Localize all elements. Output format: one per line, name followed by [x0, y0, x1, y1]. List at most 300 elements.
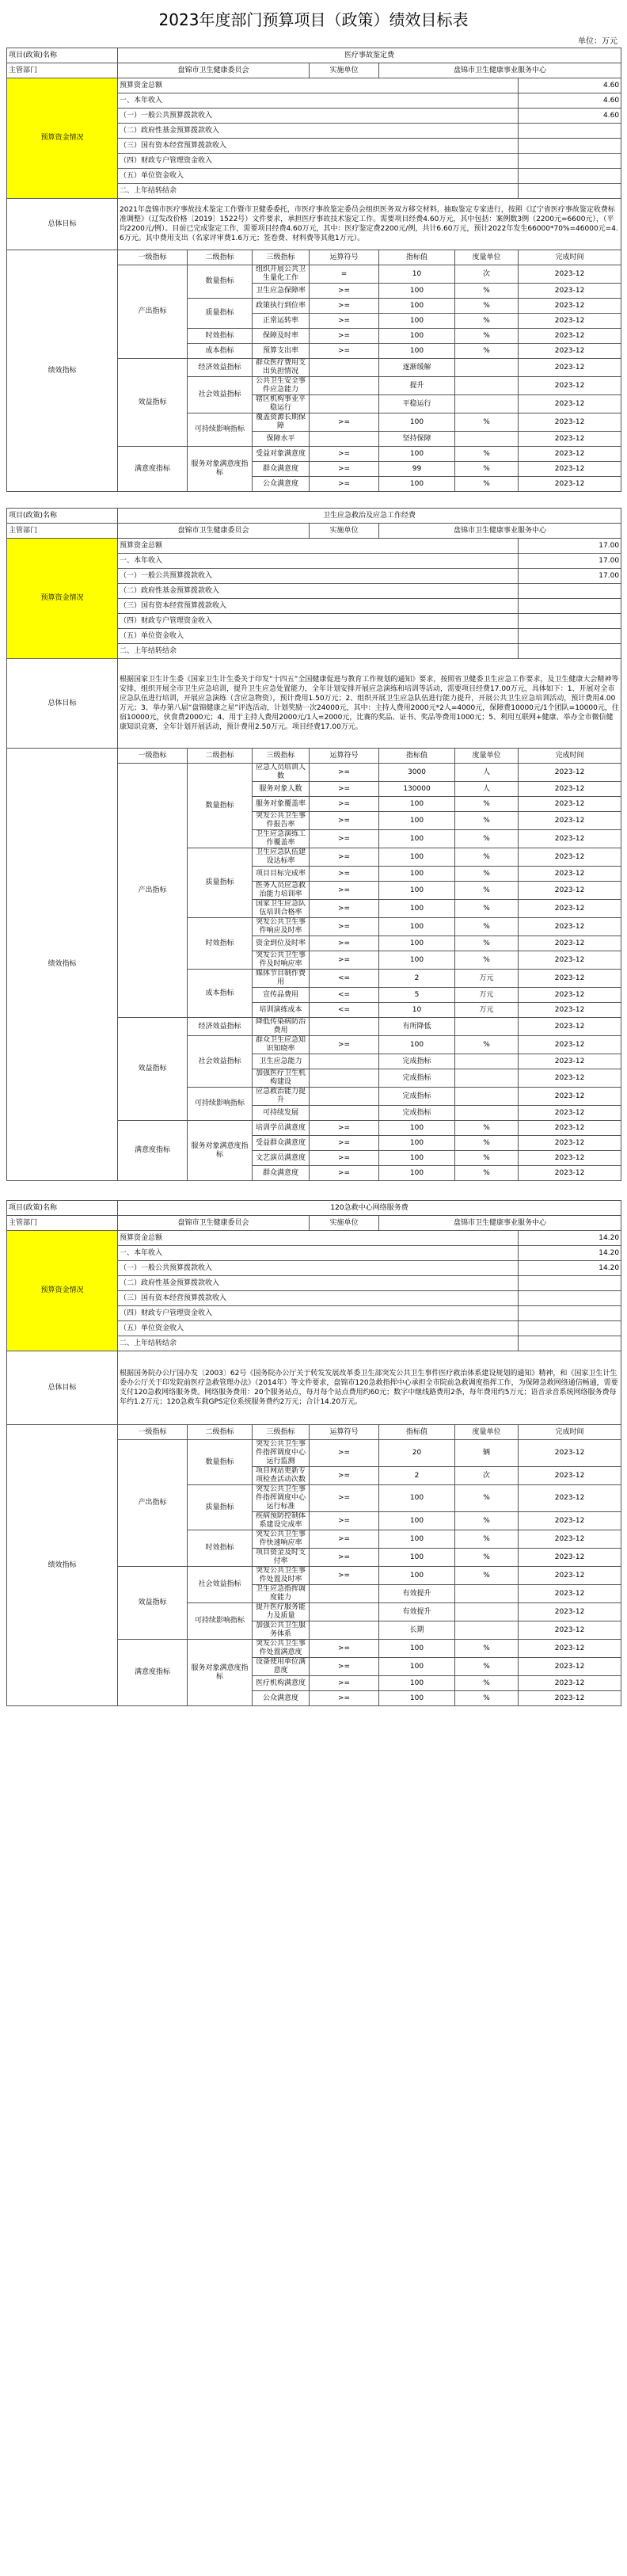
indicator-level1: 效益指标 [118, 359, 188, 447]
indicator-value: 3000 [379, 764, 455, 782]
indicator-operator [310, 1088, 379, 1106]
indicator-operator: <= [310, 988, 379, 1003]
indicator-level3: 预算支出率 [253, 344, 310, 359]
goal-text: 2021年盘锦市医疗事故技术鉴定工作暨市卫健委委托，市医疗事故鉴定委员会组织医务双方移交材料，抽取鉴定专家进行，按照《辽宁省医疗事故鉴定收费标准调整》（辽发改价格〔2019〕1522号）文件要求，承担医疗事故技术鉴定工作。需要项目经费4.60万元，其中包括：案例数3例（2200元=6600元），（平均2200元/例）。目前已完成鉴定工作，需要项目经费4.60万元，其中：医疗鉴定费2200元/例，共计6.60万元，预计2022年发生66000*70%=46000元=4.6万元。其中费用支出（名家评审费1.6万元；签卷费、材料费等其他1万元）。 [118, 199, 621, 250]
indicator-value: 100 [379, 918, 455, 936]
indicator-time: 2023-12 [519, 848, 621, 867]
indicator-time: 2023-12 [519, 830, 621, 848]
indicator-value: 100 [379, 1640, 455, 1658]
indicator-unit: % [455, 462, 519, 477]
indicator-level1: 满意度指标 [118, 1640, 188, 1706]
indicator-time: 2023-12 [519, 797, 621, 812]
indicator-value: 100 [379, 1512, 455, 1530]
indicator-level2: 社会效益指标 [188, 1567, 253, 1603]
indicator-unit: % [455, 413, 519, 432]
indicator-operator: >= [310, 1121, 379, 1136]
indicator-operator: >= [310, 951, 379, 970]
indicator-operator: >= [310, 1036, 379, 1054]
indicator-unit: % [455, 284, 519, 299]
fund-row-value [519, 629, 621, 644]
indicator-operator: >= [310, 1151, 379, 1166]
fund-row-label: （五）单位资金收入 [118, 1321, 519, 1336]
indicator-time: 2023-12 [519, 970, 621, 988]
indicator-level3: 加强公共卫生服务体系 [253, 1621, 310, 1640]
dept-value: 盘锦市卫生健康委员会 [118, 1216, 310, 1231]
indicator-level3: 培训学员满意度 [253, 1121, 310, 1136]
indicator-operator: >= [310, 764, 379, 782]
perf-header-h2: 二级指标 [188, 749, 253, 764]
indicator-unit [455, 1106, 519, 1121]
indicator-time: 2023-12 [519, 1512, 621, 1530]
indicator-level3: 资金到位及时率 [253, 936, 310, 951]
indicator-level3: 国家卫生应急队伍培训合格率 [253, 900, 310, 918]
indicator-operator: >= [310, 1676, 379, 1691]
indicator-level3: 提升医疗服务能力及质量 [253, 1603, 310, 1621]
project-table [6, 48, 621, 492]
indicator-time: 2023-12 [519, 314, 621, 329]
indicator-value: 完成指标 [379, 1106, 455, 1121]
indicator-unit: % [455, 797, 519, 812]
indicator-time: 2023-12 [519, 936, 621, 951]
indicator-time: 2023-12 [519, 1585, 621, 1603]
indicator-unit [455, 395, 519, 413]
indicator-unit: % [455, 1640, 519, 1658]
indicator-level3: 群众满意度 [253, 1166, 310, 1181]
indicator-level3: 覆盖资源长期保障 [253, 413, 310, 432]
indicator-operator [310, 1069, 379, 1088]
indicator-level2: 可持续影响指标 [188, 413, 253, 447]
indicator-time: 2023-12 [519, 782, 621, 797]
indicator-unit: % [455, 314, 519, 329]
indicator-time: 2023-12 [519, 477, 621, 492]
indicator-operator: >= [310, 1166, 379, 1181]
perf-header-h5: 指标值 [379, 250, 455, 265]
indicator-level2: 服务对象满意度指标 [188, 1121, 253, 1181]
indicator-level2: 质量指标 [188, 299, 253, 329]
indicator-level2: 可持续影响指标 [188, 1088, 253, 1121]
fund-row-value [519, 1321, 621, 1336]
indicator-level2: 成本指标 [188, 970, 253, 1018]
perf-header-h7: 完成时间 [519, 749, 621, 764]
indicator-level2: 数量指标 [188, 1440, 253, 1485]
indicator-level3: 突发公共卫生事件处置及时率 [253, 1567, 310, 1585]
indicator-time: 2023-12 [519, 1485, 621, 1512]
indicator-time: 2023-12 [519, 1640, 621, 1658]
section-gap [6, 1181, 621, 1200]
fund-row-label: 二、上年结转结余 [118, 1336, 519, 1351]
indicator-operator: >= [310, 918, 379, 936]
indicator-operator: >= [310, 447, 379, 462]
indicator-level3: 突发公共卫生事件指挥调度中心运行监测 [253, 1440, 310, 1467]
indicator-level3: 公共卫生安全事件应急能力 [253, 377, 310, 395]
indicator-level2: 成本指标 [188, 344, 253, 359]
perf-header-h2: 二级指标 [188, 1425, 253, 1440]
indicator-operator: >= [310, 413, 379, 432]
impl-label: 实施单位 [310, 1216, 379, 1231]
indicator-unit: % [455, 344, 519, 359]
indicator-value: 100 [379, 1121, 455, 1136]
indicator-value: 100 [379, 951, 455, 970]
indicator-value: 100 [379, 314, 455, 329]
fund-row-value: 17.00 [519, 554, 621, 569]
fund-status-label: 预算资金情况 [7, 78, 118, 199]
indicator-value: 长期 [379, 1621, 455, 1640]
indicator-unit: 次 [455, 265, 519, 284]
goal-label: 总体目标 [7, 659, 118, 749]
indicator-operator [310, 1603, 379, 1621]
fund-row-label: （四）财政专户管理资金收入 [118, 1306, 519, 1321]
indicator-value: 10 [379, 1003, 455, 1018]
indicator-operator [310, 1106, 379, 1121]
indicator-level3: 政策执行到位率 [253, 299, 310, 314]
indicator-value: 100 [379, 797, 455, 812]
impl-value: 盘锦市卫生健康事业服务中心 [379, 63, 621, 78]
indicator-unit [455, 1069, 519, 1088]
indicator-unit: % [455, 1512, 519, 1530]
fund-row-label: （二）政府性基金预算拨款收入 [118, 584, 519, 599]
fund-row-value: 14.20 [519, 1246, 621, 1261]
indicator-level2: 质量指标 [188, 848, 253, 918]
fund-row-label: （一）一般公共预算拨款收入 [118, 1261, 519, 1276]
indicator-unit: % [455, 447, 519, 462]
indicator-value: 完成指标 [379, 1088, 455, 1106]
indicator-unit [455, 1585, 519, 1603]
indicator-level3: 保障及时率 [253, 329, 310, 344]
indicator-level2: 数量指标 [188, 265, 253, 299]
indicator-unit [455, 1018, 519, 1036]
perf-header-h5: 指标值 [379, 749, 455, 764]
perf-header-h6: 度量单位 [455, 250, 519, 265]
indicator-time: 2023-12 [519, 882, 621, 900]
indicator-value: 100 [379, 900, 455, 918]
indicator-unit: % [455, 1136, 519, 1151]
indicator-time: 2023-12 [519, 1166, 621, 1181]
indicator-time: 2023-12 [519, 1567, 621, 1585]
fund-row-label: 一、本年收入 [118, 93, 519, 109]
indicator-value: 100 [379, 1036, 455, 1054]
section-gap [6, 492, 621, 508]
indicator-value: 100 [379, 477, 455, 492]
indicator-value: 100 [379, 1136, 455, 1151]
indicator-value: 100 [379, 812, 455, 830]
perf-header-h4: 运算符号 [310, 1425, 379, 1440]
fund-row-value [519, 599, 621, 614]
indicator-value: 2 [379, 1467, 455, 1485]
fund-row-value [519, 124, 621, 139]
indicator-value: 100 [379, 299, 455, 314]
indicator-level2: 时效指标 [188, 1530, 253, 1567]
perf-header-h2: 二级指标 [188, 250, 253, 265]
indicator-level3: 保障水平 [253, 432, 310, 447]
indicator-operator: >= [310, 462, 379, 477]
indicator-value: 100 [379, 447, 455, 462]
fund-row-label: （一）一般公共预算拨款收入 [118, 569, 519, 584]
indicator-level1: 效益指标 [118, 1567, 188, 1640]
indicator-unit: 辆 [455, 1440, 519, 1467]
fund-row-value: 17.00 [519, 539, 621, 554]
perf-header-h1: 一级指标 [118, 1425, 188, 1440]
indicator-unit: % [455, 477, 519, 492]
project-name-value: 医疗事故鉴定费 [118, 48, 621, 63]
indicator-value: 100 [379, 848, 455, 867]
indicator-unit: 次 [455, 1467, 519, 1485]
indicator-operator: >= [310, 936, 379, 951]
indicator-time: 2023-12 [519, 284, 621, 299]
indicator-time: 2023-12 [519, 1106, 621, 1121]
fund-row-value: 4.60 [519, 93, 621, 109]
fund-row-value: 14.20 [519, 1231, 621, 1246]
fund-row-label: （二）政府性基金预算拨款收入 [118, 124, 519, 139]
indicator-operator: >= [310, 1485, 379, 1512]
indicator-unit [455, 1603, 519, 1621]
indicator-operator [310, 1054, 379, 1069]
indicator-unit: % [455, 918, 519, 936]
indicator-value: 100 [379, 1676, 455, 1691]
project-table [6, 508, 621, 1181]
indicator-level3: 受益对象满意度 [253, 447, 310, 462]
indicator-time: 2023-12 [519, 344, 621, 359]
fund-row-label: （三）国有资本经营预算拨款收入 [118, 1291, 519, 1306]
indicator-level1: 产出指标 [118, 1440, 188, 1567]
indicator-time: 2023-12 [519, 1691, 621, 1706]
indicator-level3: 设备使用单位满意度 [253, 1658, 310, 1676]
indicator-operator: >= [310, 1691, 379, 1706]
indicator-level2: 数量指标 [188, 764, 253, 848]
fund-status-label: 预算资金情况 [7, 539, 118, 659]
indicator-value: 100 [379, 867, 455, 882]
indicator-unit: % [455, 329, 519, 344]
perf-header-h7: 完成时间 [519, 250, 621, 265]
indicator-level3: 项目资金及时支付率 [253, 1549, 310, 1567]
indicator-operator: >= [310, 1549, 379, 1567]
indicator-level2: 质量指标 [188, 1485, 253, 1530]
indicator-level3: 突发公共卫生事件快速响应率 [253, 1530, 310, 1549]
indicator-operator: >= [310, 1530, 379, 1549]
indicator-level3: 宣传品费用 [253, 988, 310, 1003]
indicator-level2: 服务对象满意度指标 [188, 447, 253, 492]
indicator-level3: 可持续发展 [253, 1106, 310, 1121]
fund-row-value: 17.00 [519, 569, 621, 584]
fund-row-value [519, 1336, 621, 1351]
indicator-operator: >= [310, 867, 379, 882]
document-page [6, 10, 621, 1706]
fund-row-label: 预算资金总额 [118, 539, 519, 554]
indicator-operator: >= [310, 1567, 379, 1585]
indicator-time: 2023-12 [519, 265, 621, 284]
indicator-level3: 培训演练成本 [253, 1003, 310, 1018]
indicator-value: 10 [379, 265, 455, 284]
perf-header-h5: 指标值 [379, 1425, 455, 1440]
fund-row-label: （三）国有资本经营预算拨款收入 [118, 599, 519, 614]
indicator-time: 2023-12 [519, 1069, 621, 1088]
indicator-time: 2023-12 [519, 1676, 621, 1691]
indicator-unit: 人 [455, 782, 519, 797]
indicator-operator [310, 377, 379, 395]
indicator-value: 99 [379, 462, 455, 477]
indicator-value: 100 [379, 1530, 455, 1549]
indicator-level3: 媒体节目制作费用 [253, 970, 310, 988]
indicator-operator: = [310, 265, 379, 284]
goal-text: 根据国家卫生计生委《国家卫生计生委关于印发“十四五”全国健康促进与教育工作规划的通知》要求，按照省卫健委卫生应急工作要求，及卫生健康大会精神等安排，组织开展全市卫生应急培训，提升卫生应急处置能力，全年计划安排开展应急演练和培训等活动，需要项目经费17.00万元，具体如下：1、开展对全市应急队伍进行培训，开展应急演练（含应急物资），预计费用1.50万元；2、组织开展卫生应急队伍进行能力提升，开展公共卫生应急培训活动，预计费用4.00万元；3、举办第八届“盘锦健康之星”评选活动，计划奖励一次24000元，其中：主持人费用2000元*2人=4000元，保障费10000元/1个团队=10000元，住宿10000元，伙食费2000元；4、用于主持人费用2000元/1人=2000元，比赛的奖品、证书、奖品等费用1000元；5、利用互联网+健康、举办全市微信健康知识竞赛，全年计划开展活动，预计费用2.50万元。项目经费17.00万元。 [118, 659, 621, 749]
indicator-time: 2023-12 [519, 413, 621, 432]
impl-value: 盘锦市卫生健康事业服务中心 [379, 1216, 621, 1231]
indicator-level2: 服务对象满意度指标 [188, 1640, 253, 1706]
indicator-level3: 突发公共卫生事件响应及时率 [253, 918, 310, 936]
goal-label: 总体目标 [7, 199, 118, 250]
indicator-level3: 卫生应急演练工作覆盖率 [253, 830, 310, 848]
indicator-level3: 突发公共卫生事件报告率 [253, 812, 310, 830]
indicator-unit [455, 1088, 519, 1106]
indicator-value: 100 [379, 1658, 455, 1676]
indicator-unit: % [455, 299, 519, 314]
perf-header-h3: 三级指标 [253, 749, 310, 764]
indicator-level2: 时效指标 [188, 918, 253, 970]
indicator-operator: >= [310, 848, 379, 867]
fund-row-label: （四）财政专户管理资金收入 [118, 154, 519, 169]
project-name-value: 120急救中心网络服务费 [118, 1201, 621, 1216]
indicator-level1: 产出指标 [118, 265, 188, 359]
indicator-level3: 卫生应急保障率 [253, 284, 310, 299]
indicator-operator [310, 1585, 379, 1603]
indicator-value: 有效提升 [379, 1603, 455, 1621]
indicator-unit: % [455, 1166, 519, 1181]
perf-header-h1: 一级指标 [118, 250, 188, 265]
fund-status-label: 预算资金情况 [7, 1231, 118, 1351]
indicator-operator: >= [310, 797, 379, 812]
fund-row-label: （五）单位资金收入 [118, 169, 519, 184]
fund-row-value [519, 644, 621, 659]
indicator-unit [455, 377, 519, 395]
indicator-level2: 时效指标 [188, 329, 253, 344]
fund-row-value [519, 184, 621, 199]
indicator-time: 2023-12 [519, 988, 621, 1003]
indicator-value: 有所降低 [379, 1018, 455, 1036]
indicator-value: 提升 [379, 377, 455, 395]
indicator-level3: 服务对象人数 [253, 782, 310, 797]
indicator-value: 20 [379, 1440, 455, 1467]
perf-header-h6: 度量单位 [455, 1425, 519, 1440]
fund-row-label: 一、本年收入 [118, 1246, 519, 1261]
indicator-operator: >= [310, 284, 379, 299]
perf-label: 绩效指标 [7, 749, 118, 1181]
indicator-unit: 万元 [455, 1003, 519, 1018]
indicator-value: 100 [379, 882, 455, 900]
indicator-value: 130000 [379, 782, 455, 797]
fund-row-value: 14.20 [519, 1261, 621, 1276]
indicator-level3: 公众满意度 [253, 1691, 310, 1706]
indicator-operator: >= [310, 329, 379, 344]
indicator-operator: >= [310, 344, 379, 359]
indicator-unit [455, 432, 519, 447]
indicator-operator: <= [310, 1003, 379, 1018]
perf-header-h3: 三级指标 [253, 1425, 310, 1440]
indicator-operator [310, 432, 379, 447]
indicator-time: 2023-12 [519, 1549, 621, 1567]
indicator-value: 100 [379, 936, 455, 951]
impl-value: 盘锦市卫生健康事业服务中心 [379, 524, 621, 539]
indicator-level1: 效益指标 [118, 1018, 188, 1121]
fund-row-label: （一）一般公共预算拨款收入 [118, 109, 519, 124]
dept-label: 主管部门 [7, 1216, 118, 1231]
indicator-time: 2023-12 [519, 377, 621, 395]
indicator-time: 2023-12 [519, 1054, 621, 1069]
indicator-operator: >= [310, 1512, 379, 1530]
indicator-level3: 突发公共卫生事件指挥调度中心运行标准 [253, 1485, 310, 1512]
indicator-level3: 医疗机构满意度 [253, 1676, 310, 1691]
indicator-unit: % [455, 1567, 519, 1585]
indicator-time: 2023-12 [519, 1530, 621, 1549]
perf-header-h1: 一级指标 [118, 749, 188, 764]
goal-label: 总体目标 [7, 1351, 118, 1425]
fund-row-value: 4.60 [519, 78, 621, 93]
indicator-operator: >= [310, 1467, 379, 1485]
indicator-level2: 可持续影响指标 [188, 1603, 253, 1640]
indicator-time: 2023-12 [519, 1603, 621, 1621]
indicator-value: 坚持保障 [379, 432, 455, 447]
indicator-level2: 社会效益指标 [188, 377, 253, 413]
dept-label: 主管部门 [7, 63, 118, 78]
indicator-level3: 应急救治能力提升 [253, 1088, 310, 1106]
indicator-operator: >= [310, 882, 379, 900]
indicator-level3: 疾病预防控制体系建设完成率 [253, 1512, 310, 1530]
indicator-level3: 突发公共卫生事件处置满意度 [253, 1640, 310, 1658]
indicator-unit: % [455, 1658, 519, 1676]
indicator-level3: 加强医疗卫生机构建设 [253, 1069, 310, 1088]
indicator-operator: >= [310, 314, 379, 329]
impl-label: 实施单位 [310, 524, 379, 539]
indicator-level3: 群众卫生应急知识知晓率 [253, 1036, 310, 1054]
indicator-value: 100 [379, 284, 455, 299]
indicator-level3: 降低传染病防治费用 [253, 1018, 310, 1036]
fund-row-value [519, 614, 621, 629]
perf-label: 绩效指标 [7, 1425, 118, 1706]
indicator-level3: 项目网站更新专项检查活动次数 [253, 1467, 310, 1485]
indicator-operator [310, 1018, 379, 1036]
fund-row-label: （四）财政专户管理资金收入 [118, 614, 519, 629]
indicator-time: 2023-12 [519, 867, 621, 882]
fund-row-label: 二、上年结转结余 [118, 184, 519, 199]
indicator-level1: 满意度指标 [118, 447, 188, 492]
fund-row-value [519, 1291, 621, 1306]
perf-header-h4: 运算符号 [310, 749, 379, 764]
fund-row-label: 预算资金总额 [118, 1231, 519, 1246]
indicator-unit: % [455, 867, 519, 882]
indicator-time: 2023-12 [519, 447, 621, 462]
indicator-value: 100 [379, 1485, 455, 1512]
indicator-time: 2023-12 [519, 299, 621, 314]
indicator-operator: >= [310, 1640, 379, 1658]
indicator-unit: % [455, 830, 519, 848]
indicator-time: 2023-12 [519, 1621, 621, 1640]
indicator-time: 2023-12 [519, 812, 621, 830]
indicator-level3: 卫生应急能力 [253, 1054, 310, 1069]
indicator-unit [455, 359, 519, 377]
indicator-time: 2023-12 [519, 359, 621, 377]
perf-header-h6: 度量单位 [455, 749, 519, 764]
indicator-time: 2023-12 [519, 951, 621, 970]
dept-label: 主管部门 [7, 524, 118, 539]
indicator-operator: >= [310, 299, 379, 314]
fund-row-value [519, 169, 621, 184]
fund-row-label: （五）单位资金收入 [118, 629, 519, 644]
impl-label: 实施单位 [310, 63, 379, 78]
indicator-operator: >= [310, 477, 379, 492]
indicator-level2: 经济效益指标 [188, 359, 253, 377]
indicator-unit: % [455, 812, 519, 830]
indicator-value: 有效提升 [379, 1585, 455, 1603]
indicator-time: 2023-12 [519, 462, 621, 477]
fund-row-label: （二）政府性基金预算拨款收入 [118, 1276, 519, 1291]
